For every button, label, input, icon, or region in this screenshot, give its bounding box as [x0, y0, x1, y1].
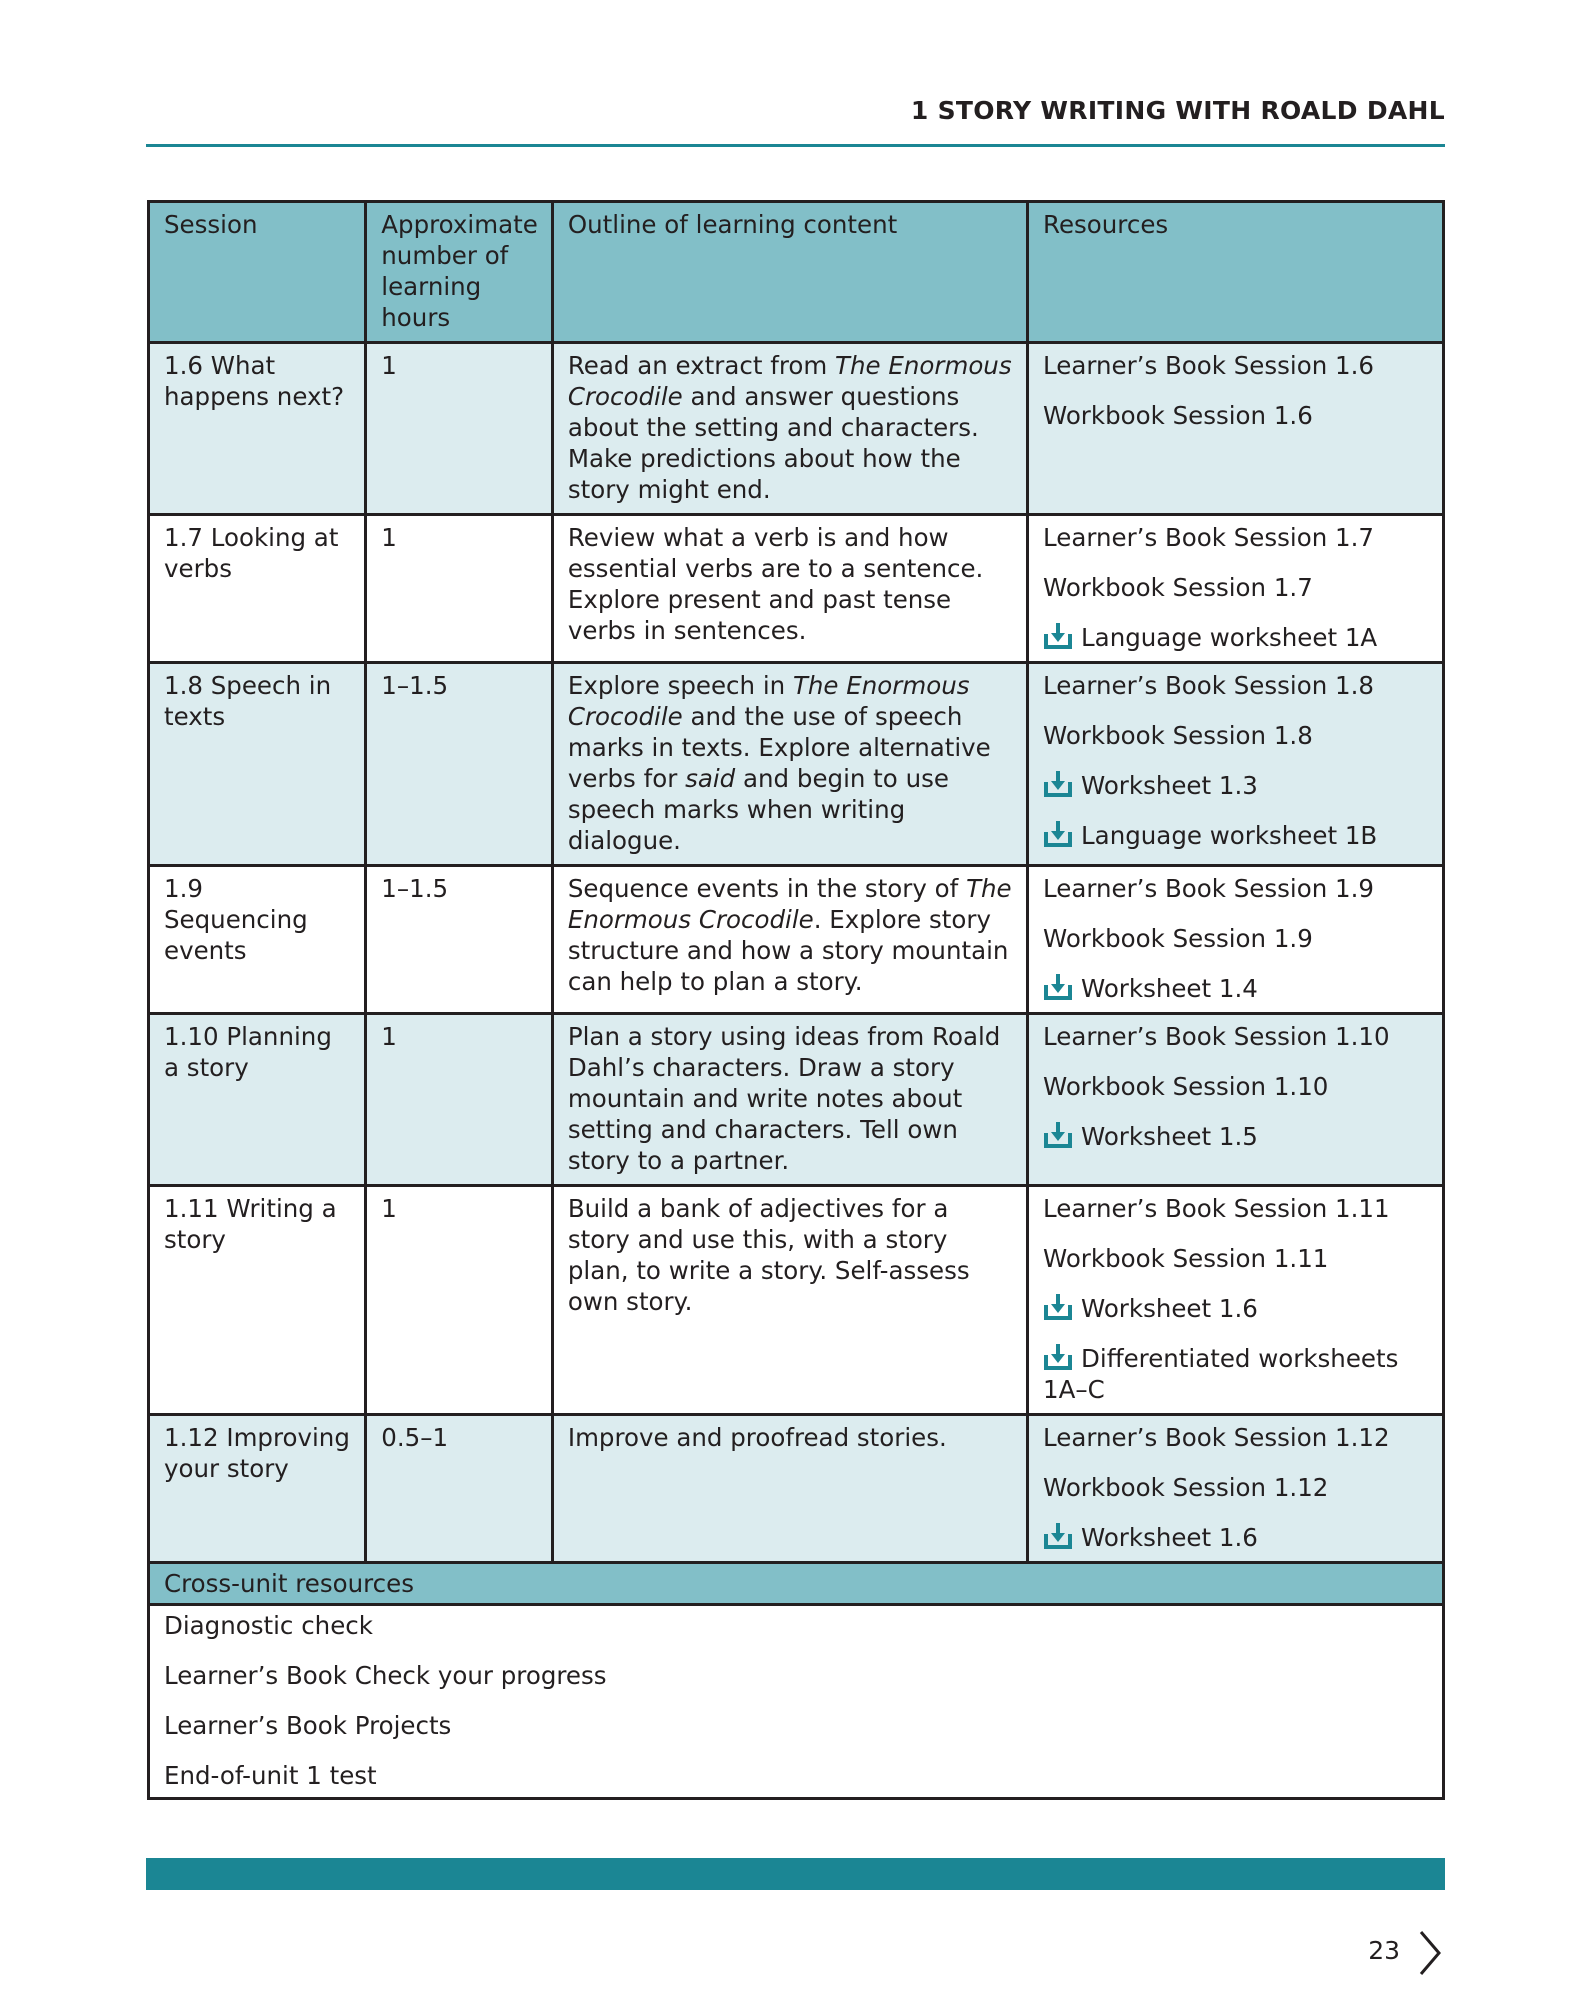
- outline-cell: [552, 1415, 1027, 1563]
- outline-text: Plan a story using ideas from Roald Dahl’s characters. Draw a story mountain and write notes about setting and characters. Tell own story to a partner.: [567, 1022, 1001, 1175]
- downloadable-resource-link[interactable]: [1043, 1343, 1428, 1405]
- downloadable-resource-link[interactable]: [1043, 1293, 1428, 1324]
- resource-label: Worksheet 1.6: [1081, 1294, 1258, 1323]
- resource-label: Learner’s Book Session 1.12: [1043, 1423, 1390, 1452]
- resource-item: [1043, 720, 1428, 751]
- outline-text: Sequence events in the story of: [567, 874, 967, 903]
- cross-unit-item: Diagnostic check: [164, 1611, 373, 1640]
- resources-cell: [1028, 1014, 1444, 1186]
- header-rule: [146, 144, 1445, 147]
- resources-cell: [1028, 1186, 1444, 1415]
- outline-text: Improve and proofread stories.: [567, 1423, 947, 1452]
- outline-cell: [552, 1186, 1027, 1415]
- resource-label: Worksheet 1.4: [1081, 974, 1258, 1003]
- column-header-resources: Resources: [1028, 202, 1444, 343]
- outline-italic-text: The Enormous Crocodile: [567, 671, 970, 731]
- session-plan-table: [147, 200, 1445, 1800]
- resource-item: [1043, 1422, 1428, 1453]
- resource-item: [1043, 670, 1428, 701]
- resources-cell: [1028, 343, 1444, 515]
- table-row: [149, 866, 1444, 1014]
- session-cell: 1.12 Improving your story: [149, 1415, 366, 1563]
- column-header-hours: Approximate number of learning hours: [366, 202, 553, 343]
- next-page-chevron-icon[interactable]: [1415, 1928, 1445, 1978]
- resource-item: [1043, 1472, 1428, 1503]
- resource-label: Worksheet 1.6: [1081, 1523, 1258, 1552]
- outline-text: Build a bank of adjectives for a story and use this, with a story plan, to write a story. Self-assess own story.: [567, 1194, 970, 1316]
- running-head: 1 STORY WRITING WITH ROALD DAHL: [910, 96, 1445, 125]
- resources-cell: [1028, 663, 1444, 866]
- resource-label: Learner’s Book Session 1.9: [1043, 874, 1374, 903]
- outline-cell: [552, 343, 1027, 515]
- resource-item: [1043, 400, 1428, 431]
- resource-item: [1043, 572, 1428, 603]
- download-icon: [1043, 622, 1073, 650]
- resource-label: Workbook Session 1.7: [1043, 573, 1313, 602]
- resources-cell: [1028, 1415, 1444, 1563]
- resource-item: [1043, 923, 1428, 954]
- resource-label: Learner’s Book Session 1.7: [1043, 523, 1374, 552]
- session-cell: 1.8 Speech in texts: [149, 663, 366, 866]
- outline-italic-text: The Enormous Crocodile: [567, 874, 1012, 934]
- downloadable-resource-link[interactable]: [1043, 1522, 1428, 1553]
- cross-unit-item: Learner’s Book Check your progress: [164, 1661, 607, 1690]
- resource-item: [1043, 1021, 1428, 1052]
- cross-unit-item: Learner’s Book Projects: [164, 1711, 452, 1740]
- session-cell: 1.7 Looking at verbs: [149, 515, 366, 663]
- outline-cell: [552, 663, 1027, 866]
- download-icon: [1043, 1522, 1073, 1550]
- hours-cell: 1: [366, 343, 553, 515]
- column-header-session: Session: [149, 202, 366, 343]
- resource-label: Workbook Session 1.12: [1043, 1473, 1329, 1502]
- download-icon: [1043, 820, 1073, 848]
- session-cell: 1.9 Sequencing events: [149, 866, 366, 1014]
- resource-label: Workbook Session 1.10: [1043, 1072, 1329, 1101]
- outline-text: and begin to use speech marks when writing dialogue.: [567, 764, 949, 855]
- downloadable-resource-link[interactable]: [1043, 973, 1428, 1004]
- resource-label: Worksheet 1.3: [1081, 771, 1258, 800]
- resource-label: Learner’s Book Session 1.8: [1043, 671, 1374, 700]
- outline-text: and answer questions about the setting and characters. Make predictions about how the story might end.: [567, 382, 979, 504]
- resource-item: [1043, 873, 1428, 904]
- hours-cell: 1–1.5: [366, 663, 553, 866]
- resource-label: Learner’s Book Session 1.6: [1043, 351, 1374, 380]
- downloadable-resource-link[interactable]: [1043, 770, 1428, 801]
- downloadable-resource-link[interactable]: [1043, 622, 1428, 653]
- outline-italic-text: The Enormous Crocodile: [567, 351, 1012, 411]
- table-row: [149, 343, 1444, 515]
- resources-cell: [1028, 866, 1444, 1014]
- session-cell: 1.10 Planning a story: [149, 1014, 366, 1186]
- outline-text: Explore speech in: [567, 671, 793, 700]
- cross-unit-header-row: [149, 1563, 1444, 1605]
- hours-cell: 1–1.5: [366, 866, 553, 1014]
- download-icon: [1043, 1343, 1073, 1371]
- outline-cell: [552, 515, 1027, 663]
- resource-label: Learner’s Book Session 1.11: [1043, 1194, 1390, 1223]
- cross-unit-title: Cross-unit resources: [149, 1563, 1444, 1605]
- resource-label: Workbook Session 1.9: [1043, 924, 1313, 953]
- table-row: [149, 1186, 1444, 1415]
- hours-cell: 0.5–1: [366, 1415, 553, 1563]
- outline-cell: [552, 1014, 1027, 1186]
- footer-band: [146, 1858, 1445, 1890]
- table-header-row: [149, 202, 1444, 343]
- outline-cell: [552, 866, 1027, 1014]
- hours-cell: 1: [366, 515, 553, 663]
- resource-label: Workbook Session 1.8: [1043, 721, 1313, 750]
- cross-unit-body-row: [149, 1605, 1444, 1799]
- download-icon: [1043, 1293, 1073, 1321]
- table-row: [149, 1415, 1444, 1563]
- download-icon: [1043, 1121, 1073, 1149]
- table-row: [149, 1014, 1444, 1186]
- session-cell: 1.11 Writing a story: [149, 1186, 366, 1415]
- resource-label: Differentiated worksheets 1A–C: [1043, 1344, 1399, 1404]
- resource-item: [1043, 1243, 1428, 1274]
- downloadable-resource-link[interactable]: [1043, 820, 1428, 851]
- outline-text: Review what a verb is and how essential verbs are to a sentence. Explore present and past tense verbs in sentences.: [567, 523, 984, 645]
- session-cell: 1.6 What happens next?: [149, 343, 366, 515]
- resources-cell: [1028, 515, 1444, 663]
- resource-label: Worksheet 1.5: [1081, 1122, 1258, 1151]
- resource-label: Language worksheet 1B: [1081, 821, 1378, 850]
- cross-unit-list: [149, 1605, 1444, 1799]
- hours-cell: 1: [366, 1014, 553, 1186]
- resource-item: [1043, 522, 1428, 553]
- resource-label: Language worksheet 1A: [1081, 623, 1378, 652]
- resource-item: [1043, 350, 1428, 381]
- download-icon: [1043, 770, 1073, 798]
- resource-label: Learner’s Book Session 1.10: [1043, 1022, 1390, 1051]
- resource-item: [1043, 1193, 1428, 1224]
- outline-italic-text: said: [685, 764, 736, 793]
- outline-text: Read an extract from: [567, 351, 836, 380]
- page-number: 23: [1368, 1936, 1400, 1965]
- resource-item: [1043, 1071, 1428, 1102]
- hours-cell: 1: [366, 1186, 553, 1415]
- outline-text: . Explore story structure and how a story mountain can help to plan a story.: [567, 905, 1009, 996]
- cross-unit-item: End-of-unit 1 test: [164, 1761, 377, 1790]
- table-row: [149, 515, 1444, 663]
- downloadable-resource-link[interactable]: [1043, 1121, 1428, 1152]
- column-header-outline: Outline of learning content: [552, 202, 1027, 343]
- outline-text: and the use of speech marks in texts. Explore alternative verbs for: [567, 702, 991, 793]
- table-row: [149, 663, 1444, 866]
- download-icon: [1043, 973, 1073, 1001]
- resource-label: Workbook Session 1.11: [1043, 1244, 1329, 1273]
- resource-label: Workbook Session 1.6: [1043, 401, 1313, 430]
